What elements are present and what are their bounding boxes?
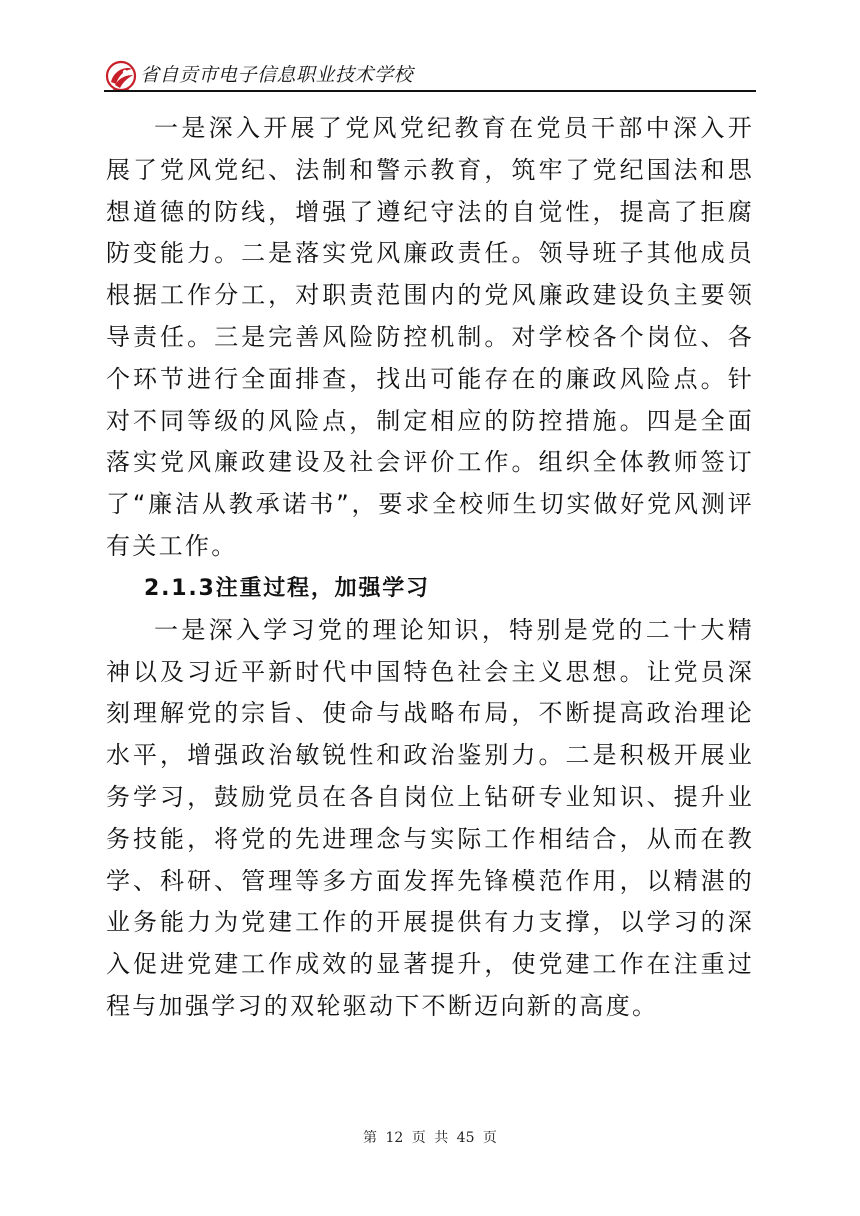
document-body	[106, 108, 754, 1028]
school-logo-icon	[104, 60, 138, 94]
header-rule	[104, 90, 756, 92]
section-heading: 2.1.3注重过程，加强学习	[144, 575, 430, 601]
school-name: 省自贡市电子信息职业技术学校	[140, 64, 414, 86]
page-header	[104, 60, 756, 94]
paragraph-party-discipline: 一是深入开展了党风党纪教育在党员干部中深入开展了党风党纪、法制和警示教育，筑牢了党纪国法和思想道德的防线，增强了遵纪守法的自觉性，提高了拒腐防变能力。二是落实党风廉政责任。领导班子其他成员根据工作分工，对职责范围内的党风廉政建设负主要领导责任。三是完善风险防控机制。对学校各个岗位、各个环节进行全面排查，找出可能存在的廉政风险点。针对不同等级的风险点，制定相应的防控措施。四是全面落实党风廉政建设及社会评价工作。组织全体教师签订了“廉洁从教承诺书”，要求全校师生切实做好党风测评有关工作。	[106, 114, 754, 560]
page-footer: 第 12 页 共 45 页	[363, 1130, 497, 1146]
paragraph-study: 一是深入学习党的理论知识，特别是党的二十大精神以及习近平新时代中国特色社会主义思想。让党员深刻理解党的宗旨、使命与战略布局，不断提高政治理论水平，增强政治敏锐性和政治鉴别力。二是积极开展业务学习，鼓励党员在各自岗位上钻研专业知识、提升业务技能，将党的先进理念与实际工作相结合，从而在教学、科研、管理等多方面发挥先锋模范作用，以精湛的业务能力为党建工作的开展提供有力支撑，以学习的深入促进党建工作成效的显著提升，使党建工作在注重过程与加强学习的双轮驱动下不断迈向新的高度。	[106, 615, 754, 1020]
